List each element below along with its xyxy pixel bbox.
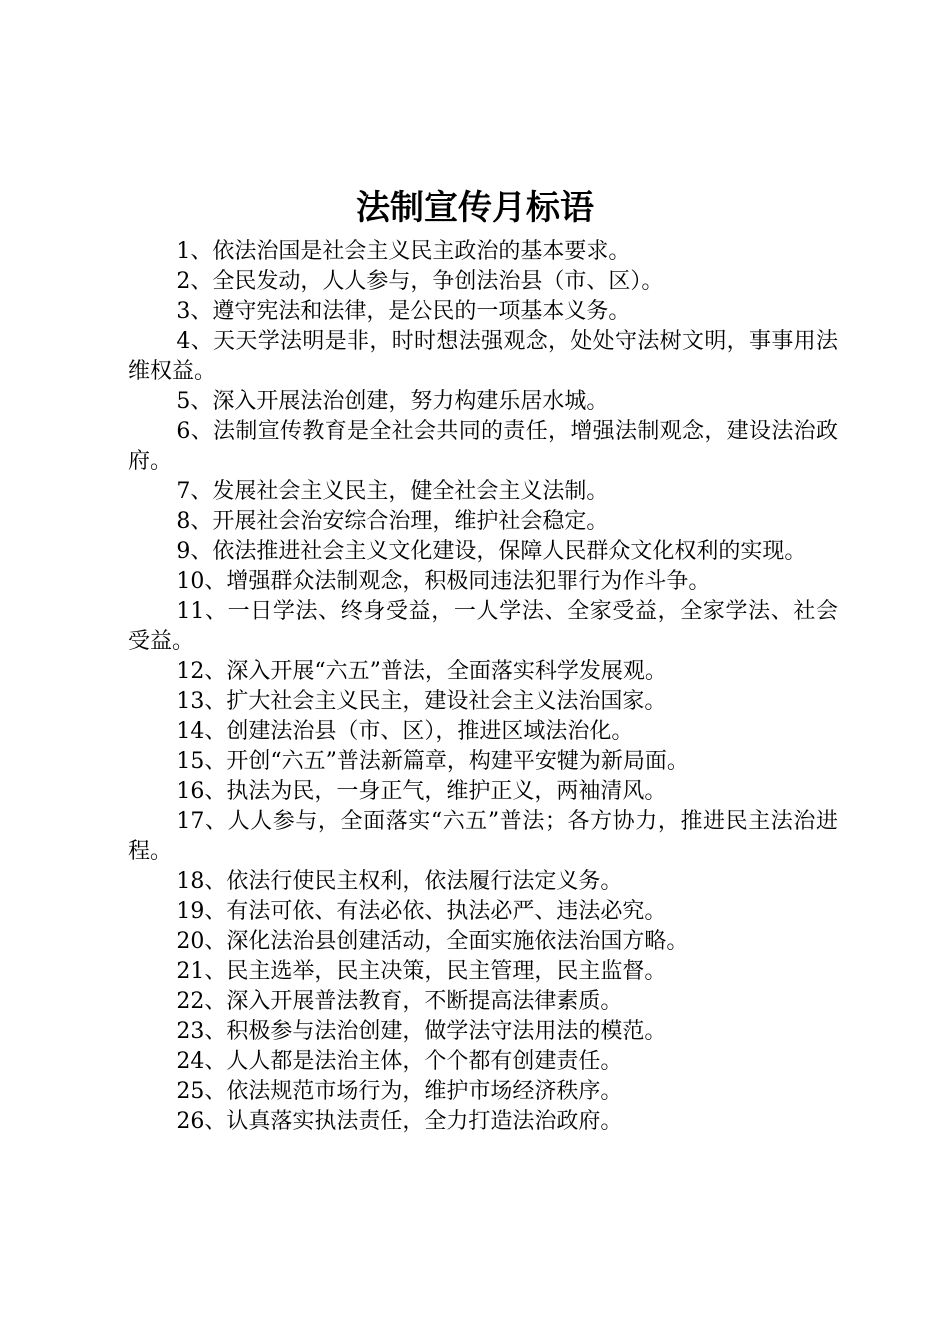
list-item: 17、人人参与，全面落实“六五”普法；各方协力，推进民主法治进程。 [128,809,838,864]
list-item: 7、发展社会主义民主，健全社会主义法制。 [176,479,609,504]
list-item: 10、增强群众法制观念，积极同违法犯罪行为作斗争。 [176,569,711,594]
list-item: 2、全民发动，人人参与，争创法治县（市、区）。 [176,269,664,294]
list-item: 19、有法可依、有法必依、执法必严、违法必究。 [176,899,667,924]
list-item: 26、认真落实执法责任，全力打造法治政府。 [176,1109,623,1134]
list-item: 18、依法行使民主权利，依法履行法定义务。 [176,869,623,894]
slogan-list [128,237,838,1137]
list-item: 23、积极参与法治创建，做学法守法用法的模范。 [176,1019,667,1044]
page-title: 法制宣传月标语 [356,188,594,228]
list-item: 9、依法推进社会主义文化建设，保障人民群众文化权利的实现。 [176,539,807,564]
list-item: 1、依法治国是社会主义民主政治的基本要求。 [176,239,631,264]
list-item: 15、开创“六五”普法新篇章，构建平安犍为新局面。 [176,749,689,774]
list-item: 3、遵守宪法和法律，是公民的一项基本义务。 [176,299,631,324]
list-item: 21、民主选举，民主决策，民主管理，民主监督。 [176,959,667,984]
list-item: 8、开展社会治安综合治理，维护社会稳定。 [176,509,609,534]
list-item: 24、人人都是法治主体，个个都有创建责任。 [176,1049,623,1074]
list-item: 12、深入开展“六五”普法，全面落实科学发展观。 [176,659,667,684]
list-item: 25、依法规范市场行为，维护市场经济秩序。 [176,1079,623,1104]
list-item: 6、法制宣传教育是全社会共同的责任，增强法制观念，建设法治政府。 [128,419,838,474]
list-item: 16、执法为民，一身正气，维护正义，两袖清风。 [176,779,667,804]
list-item: 11、一日学法、终身受益，一人学法、全家受益，全家学法、社会受益。 [128,599,838,654]
list-item: 14、创建法治县（市、区），推进区域法治化。 [176,719,634,744]
list-item: 4、天天学法明是非，时时想法强观念，处处守法树文明，事事用法维权益。 [128,329,838,384]
list-item: 22、深入开展普法教育，不断提高法律素质。 [176,989,623,1014]
list-item: 5、深入开展法治创建，努力构建乐居水城。 [176,389,609,414]
list-item: 20、深化法治县创建活动，全面实施依法治国方略。 [176,929,689,954]
list-item: 13、扩大社会主义民主，建设社会主义法治国家。 [176,689,667,714]
